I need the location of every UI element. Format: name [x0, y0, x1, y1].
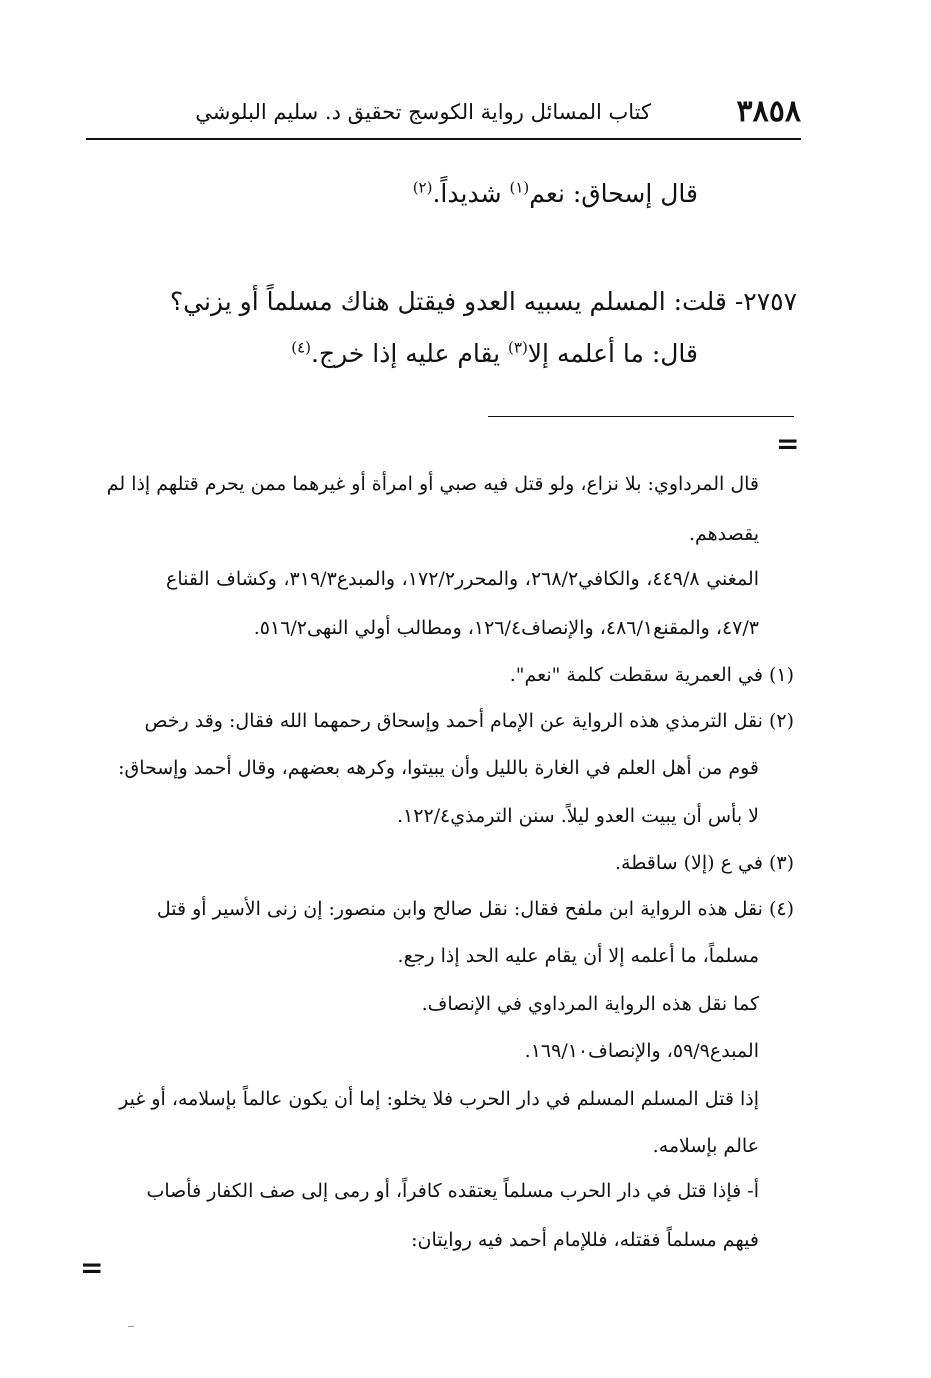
footnote-ref: (٣) — [508, 338, 528, 357]
footnote-line: ٤٧/٣، والمقنع٤٨٦/١، والإنصاف١٢٦/٤، ومطالب أولي النهى٥١٦/٢. — [253, 617, 759, 639]
footnote-ref: (٢) — [412, 178, 433, 197]
footnote-ref: (١) — [509, 178, 530, 197]
footnote-line: إذا قتل المسلم المسلم في دار الحرب فلا يخلو: إما أن يكون عالماً بإسلامه، أو غير — [119, 1088, 759, 1110]
footnote-4: (٤) نقل هذه الرواية ابن ملفح فقال: نقل صالح وابن منصور: إن زنى الأسير أو قتل — [156, 898, 794, 920]
footnote-separator — [488, 416, 794, 417]
footnote-line: قال المرداوي: بلا نزاع، ولو قتل فيه صبي أو امرأة أو غيرهما ممن يحرم قتلهم إذا لم — [106, 473, 759, 495]
running-title: كتاب المسائل رواية الكوسج تحقيق د. سليم البلوشي — [195, 100, 651, 124]
question-line: ٢٧٥٧- قلت: المسلم يسبيه العدو فيقتل هناك مسلماً أو يزني؟ — [169, 287, 797, 316]
footnote-ref: (٤) — [291, 338, 312, 357]
footnote-2: (٢) نقل الترمذي هذه الرواية عن الإمام أحمد وإسحاق رحمهما الله فقال: وقد رخص — [144, 710, 794, 732]
header-rule — [86, 138, 801, 140]
page-number: ٣٨٥٨ — [736, 94, 801, 129]
footnote-line: لا بأس أن يبيت العدو ليلاً. سنن الترمذي١٢٢/٤. — [396, 805, 759, 827]
footnote-line: أ- فإذا قتل في دار الحرب مسلماً يعتقده كافراً، أو رمى إلى صف الكفار فأصاب — [146, 1180, 759, 1202]
footnote-line: فيهم مسلماً فقتله، فللإمام أحمد فيه روايتان: — [411, 1229, 759, 1251]
footnote-1: (١) في العمرية سقطت كلمة "نعم". — [509, 664, 794, 686]
scan-speck — [128, 1326, 134, 1327]
footnote-line: المبدع٥٩/٩، والإنصاف١٦٩/١٠. — [524, 1040, 759, 1062]
footnote-line: قوم من أهل العلم في الغارة بالليل وأن يبيتوا، وكرهه بعضهم، وقال أحمد وإسحاق: — [118, 757, 759, 779]
footnote-line: مسلماً، ما أعلمه إلا أن يقام عليه الحد إذا رجع. — [397, 945, 759, 967]
continuation-mark-top: = — [776, 427, 800, 460]
footnote-line: المغني ٤٤٩/٨، والكافي٢٦٨/٢، والمحرر١٧٢/٢، والمبدع٣١٩/٣، وكشاف القناع — [166, 568, 759, 590]
footnote-3: (٣) في ع (إلا) ساقطة. — [614, 852, 794, 874]
main-text-line: قال إسحاق: نعم$^{(١)}$ شديداً.$^{(٢)}$ — [412, 178, 698, 208]
footnote-line: يقصدهم. — [688, 523, 759, 545]
footnote-line: عالم بإسلامه. — [652, 1135, 759, 1157]
footnote-line: كما نقل هذه الرواية المرداوي في الإنصاف. — [421, 993, 759, 1015]
continuation-mark-bottom: = — [80, 1251, 104, 1284]
page-header — [86, 92, 801, 132]
answer-line: قال: ما أعلمه إلا$^{(٣)}$ يقام عليه إذا خرج.$^{(٤)}$ — [291, 338, 698, 368]
